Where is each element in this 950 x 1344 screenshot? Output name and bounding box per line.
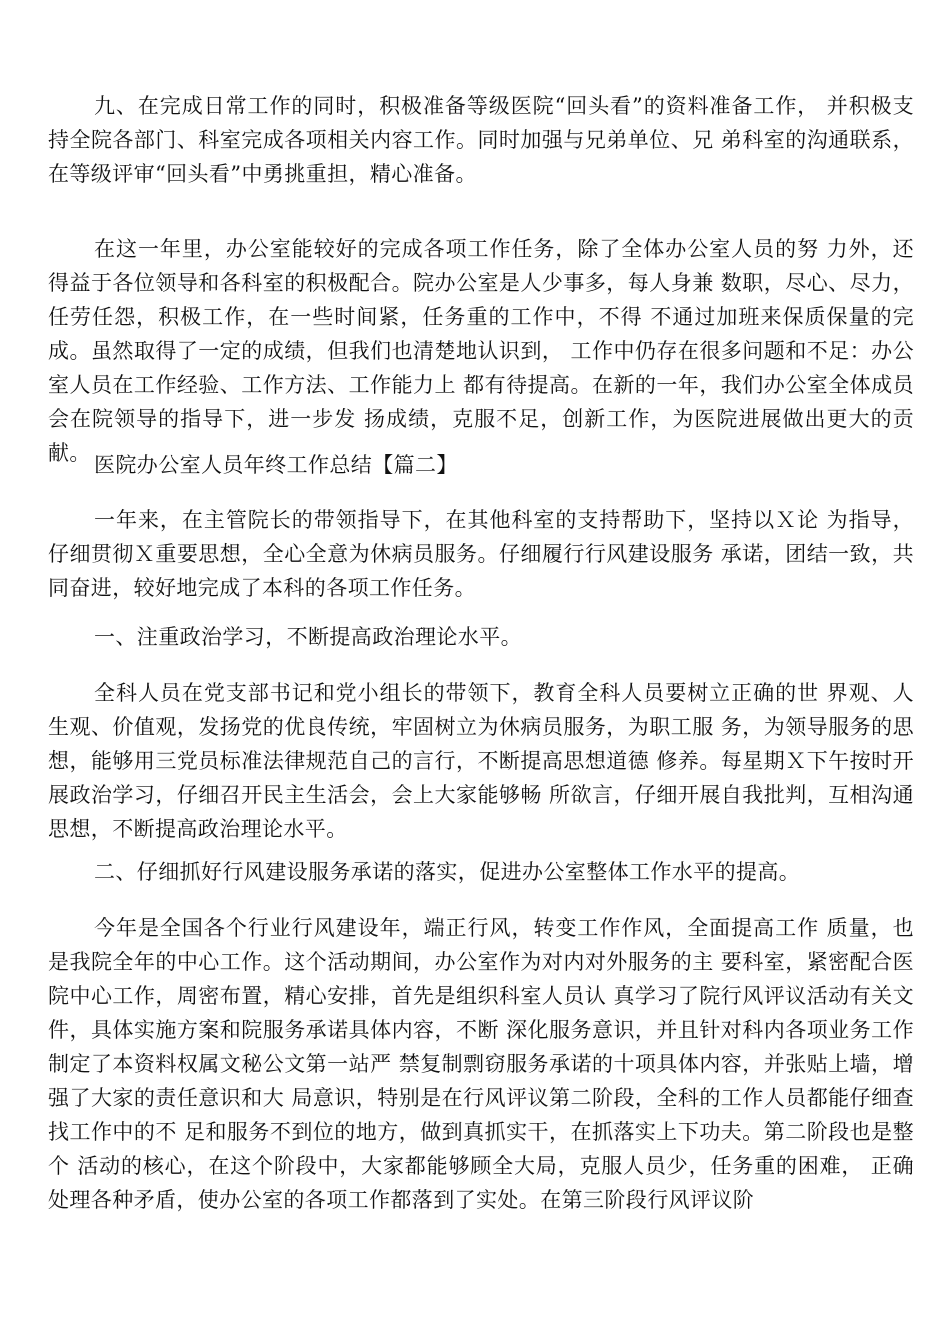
heading-service-commitment: 二、仔细抓好行风建设服务承诺的落实，促进办公室整体工作水平的提高。 [94, 860, 801, 884]
paragraph-nine-grade-review: 九、在完成日常工作的同时，积极准备等级医院“回头看”的资料准备工作， 并积极支持全院各部门、科室完成各项相关内容工作。同时加强与兄弟单位、兄 弟科室的沟通联系，在等级评审“回头看”中勇挑重担，精心准备。 [48, 94, 914, 186]
section-title-part-two: 医院办公室人员年终工作总结【篇二】 [94, 453, 458, 477]
paragraph-service-commitment: 今年是全国各个行业行风建设年，端正行风，转变工作作风，全面提高工作 质量，也是我院全年的中心工作。这个活动期间，办公室作为对内对外服务的主 要科室，紧密配合医院中心工作，周密布置，精心安排，首先是组织科室人员认 真学习了院行风评议活动有关文件，具体实施方案和院服务承诺具体内容，不断 深化服务意识，并且针对科内各项业务工作制定了本资料权属文秘公文第一站严 禁复制剽窃服务承诺的十项具体内容，并张贴上墙，增强了大家的责任意识和大 局意识，特别是在行风评议第二阶段，全科的工作人员都能仔细查找工作中的不 足和服务不到位的地方，做到真抓实干，在抓落实上下功夫。第二阶段也是整个 活动的核心，在这个阶段中，大家都能够顾全大局，克服人员少，任务重的困难， 正确处理各种矛盾，使办公室的各项工作都落到了实处。在第三阶段行风评议阶 [48, 916, 914, 1212]
paragraph-year-overview: 一年来，在主管院长的带领指导下，在其他科室的支持帮助下，坚持以Ｘ论 为指导，仔细贯彻Ｘ重要思想，全心全意为休病员服务。仔细履行行风建设服务 承诺，团结一致，共同奋进，较好地完成了本科的各项工作任务。 [48, 508, 914, 600]
paragraph-political-study: 全科人员在党支部书记和党小组长的带领下，教育全科人员要树立正确的世 界观、人生观、价值观，发扬党的优良传统，牢固树立为休病员服务，为职工服 务，为领导服务的思想，能够用三党员标准法律规范自己的言行，不断提高思想道德 修养。每星期Ｘ下午按时开展政治学习，仔细召开民主生活会，会上大家能够畅 所欲言，仔细开展自我批判，互相沟通思想，不断提高政治理论水平。 [48, 681, 914, 841]
paragraph-year-summary: 在这一年里，办公室能较好的完成各项工作任务，除了全体办公室人员的努 力外，还得益于各位领导和各科室的积极配合。院办公室是人少事多，每人身兼 数职，尽心、尽力，任劳任怨，积极工作，在一些时间紧，任务重的工作中，不得 不通过加班来保质保量的完成。虽然取得了一定的成绩，但我们也清楚地认识到， 工作中仍存在很多问题和不足：办公室人员在工作经验、工作方法、工作能力上 都有待提高。在新的一年，我们办公室全体成员会在院领导的指导下，进一步发 扬成绩，克服不足，创新工作，为医院进展做出更大的贡献。 [48, 237, 914, 465]
heading-political-study: 一、注重政治学习，不断提高政治理论水平。 [94, 625, 522, 649]
